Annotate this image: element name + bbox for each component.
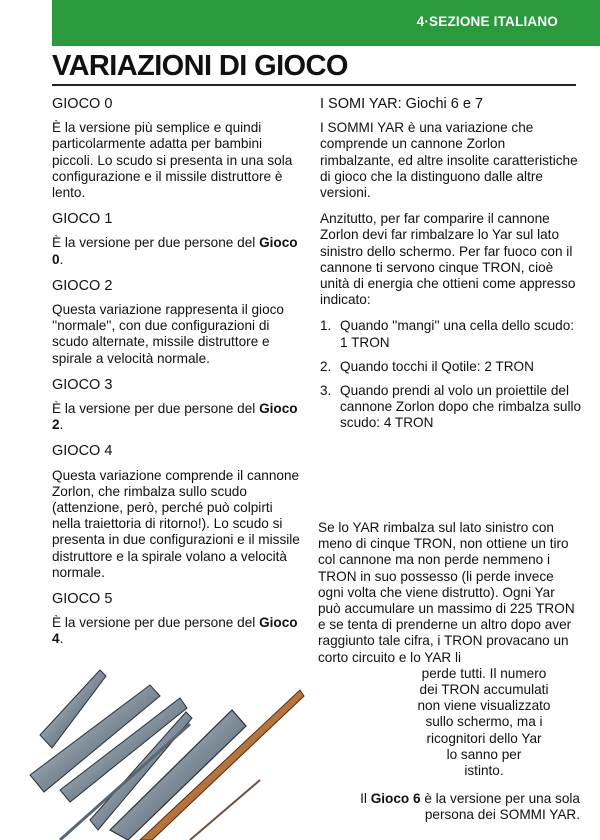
tail-line: lo sanno per (446, 746, 522, 762)
tron-rules-text: Se lo YAR rimbalza sul lato sinistro con meno di cinque TRON, non ottiene un tiro col cannone ma non perde nemmeno i TRON in suo possesso (li perde invece ogni volta che viene distrutto). Ogni Yar può accumulare un massimo di 225 TRON e se tenta di prenderne un altro dopo aver raggiunto tale cifra, i TRON provacano un corto circuito e lo YAR li (318, 520, 575, 665)
game-5-text-pre: È la versione per due persone del (52, 615, 260, 631)
game-5-heading: GIOCO 5 (52, 591, 113, 608)
game-3-text-post: . (59, 417, 64, 433)
game-1-section (52, 211, 300, 268)
game-5-text-ref: Gioco 4 (52, 615, 298, 647)
game-1-text-post: . (59, 251, 64, 267)
tail-line: dei TRON accumulati (419, 682, 549, 698)
list-item (320, 383, 582, 432)
game-4-text: Questa variazione comprende il cannone Zorlon, che rimbalza sullo scudo (attenzione, però, perché può colpirti nella traiettoria di ritorno!). Lo scudo si presenta in due configurazioni e il missile distruttore e la spirale volano a velocità normale. (52, 467, 300, 580)
game-3-heading: GIOCO 3 (52, 376, 113, 393)
needle-artwork (0, 640, 320, 840)
game-3-text-pre: È la versione per due persone del (52, 401, 260, 417)
list-text: Quando prendi al volo un proiettile del cannone Zorlon dopo che rimbalza sullo scudo: 4 TRON (340, 383, 582, 431)
game-0-section (52, 96, 300, 201)
game-4-section (52, 443, 300, 581)
tron-rules-tail (318, 666, 580, 779)
game-2-text: Questa variazione rappresenta il gioco ''normale'', con due configurazioni di scudo alternate, missile distruttore e spirale a velocità normale. (52, 302, 284, 366)
section-header-band (52, 0, 600, 46)
list-item (320, 318, 582, 350)
somi-yar-intro: I SOMMI YAR è una variazione che comprende un cannone Zorlon rimbalzante, ed altre insolite caratteristiche di gioco che la distinguono dalle altre versioni. (320, 120, 578, 201)
right-column (320, 96, 582, 440)
game-1-text-ref: Gioco 0 (52, 235, 298, 267)
game-3-text-ref: Gioco 2 (52, 401, 298, 433)
list-item (320, 359, 582, 375)
section-label: 4·SEZIONE ITALIANO (416, 14, 558, 29)
game-1-heading: GIOCO 1 (52, 211, 113, 228)
game-3-text (52, 401, 300, 433)
game-3-section (52, 377, 300, 434)
list-text: Quando ''mangi'' una cella dello scudo: 1 TRON (340, 318, 575, 350)
page-title: VARIAZIONI DI GIOCO (52, 50, 348, 82)
game-6-text (318, 791, 580, 823)
game-1-text-pre: È la versione per due persone del (52, 235, 260, 251)
tron-list (320, 318, 582, 431)
zorlon-cannon-text: Anzitutto, per far comparire il cannone Zorlon devi far rimbalzare lo Yar sul lato sinistro dello schermo. Per far fuoco con il cannone ti servono cinque TRON, cioè unità di energia che ottieni come appresso indicato: (320, 211, 576, 308)
game-1-text (52, 235, 300, 267)
tail-line: sullo schermo, ma i (425, 714, 543, 730)
lower-right-text (318, 520, 580, 834)
game-2-heading: GIOCO 2 (52, 277, 113, 294)
game-6-text-pre: Il (360, 791, 371, 807)
tail-line: istinto. (464, 763, 504, 779)
game-5-text-post: . (59, 631, 64, 647)
title-rule (52, 84, 576, 86)
list-number: 2. (320, 358, 332, 374)
list-number: 3. (320, 383, 332, 399)
tail-line: non viene visualizzato (417, 698, 551, 714)
list-text: Quando tocchi il Qotile: 2 TRON (340, 358, 534, 374)
game-6-text-ref: Gioco 6 (370, 791, 421, 807)
tail-line: perde tutti. Il numero (421, 665, 547, 681)
game-6-text-post: è la versione per una sola persona dei SOMMI YAR. (420, 791, 580, 823)
game-0-heading: GIOCO 0 (52, 96, 113, 112)
game-4-heading: GIOCO 4 (52, 443, 113, 460)
list-number: 1. (320, 318, 332, 334)
game-2-section (52, 278, 300, 367)
left-column (52, 96, 300, 658)
needle-shape (30, 670, 304, 840)
game-0-text: È la versione più semplice e quindi particolarmente adatta per bambini piccoli. Lo scudo si presenta in una sola configurazione e il missile distruttore è lento. (52, 120, 293, 201)
tail-line: ricognitori dello Yar (426, 730, 542, 746)
somi-yar-heading: I SOMI YAR: Giochi 6 e 7 (320, 96, 484, 112)
